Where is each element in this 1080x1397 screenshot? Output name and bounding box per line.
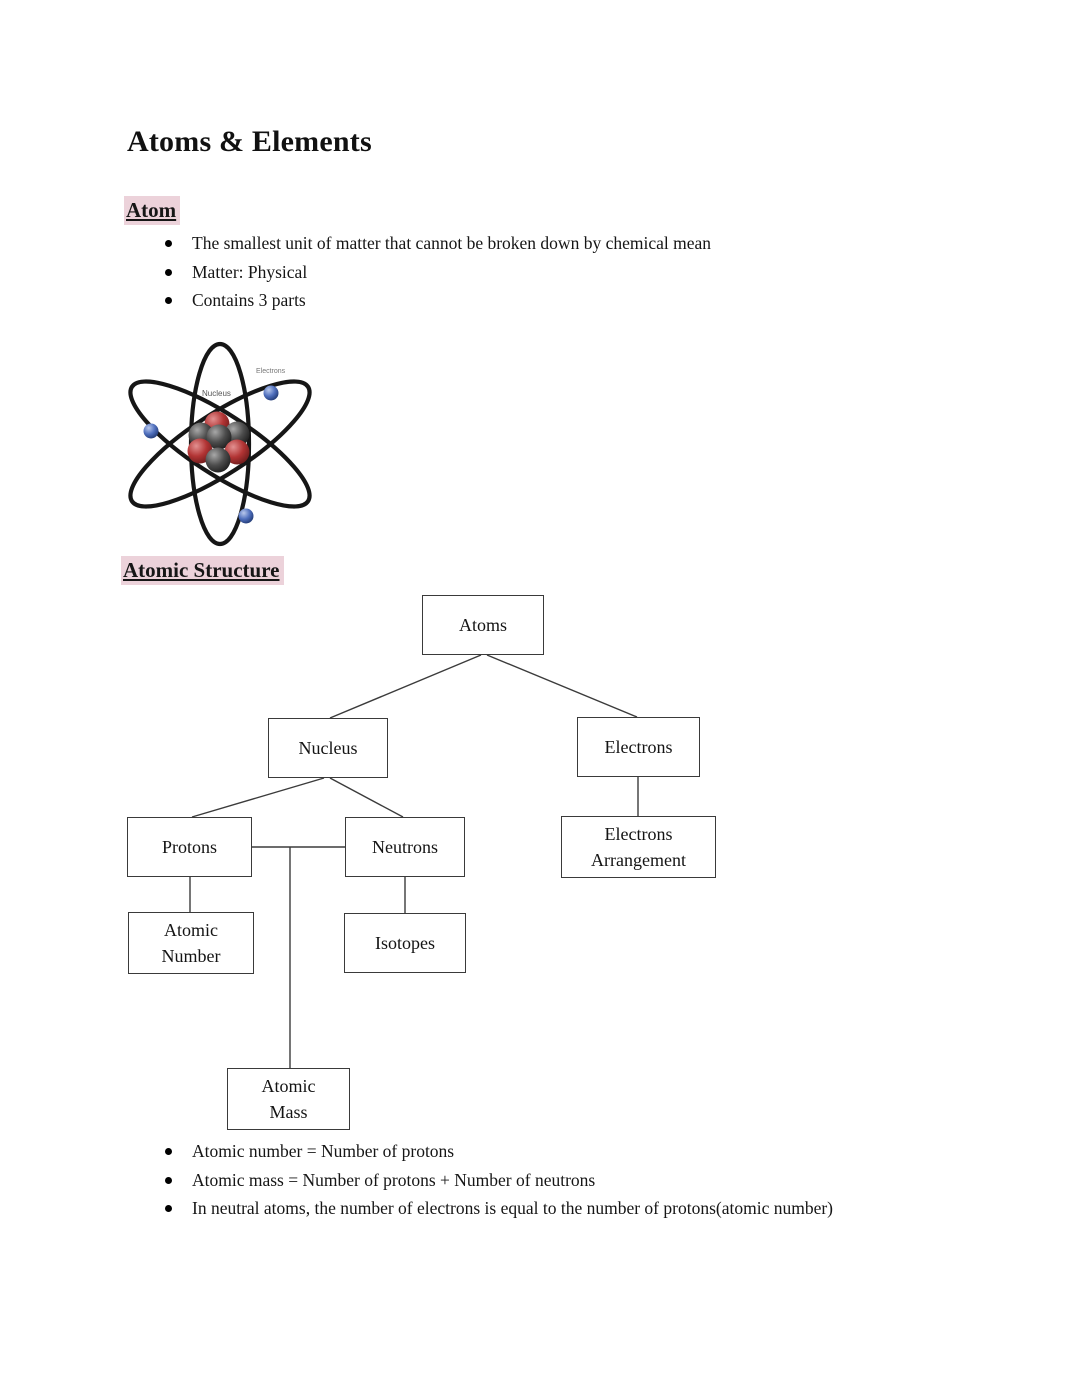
atomic-structure-heading-text: Atomic Structure xyxy=(121,556,284,585)
notes-bullet-list xyxy=(160,1137,880,1223)
flowchart-node-isotopes xyxy=(344,913,466,973)
node-label: Electrons xyxy=(604,736,673,757)
atom-section-heading xyxy=(124,196,180,225)
node-label: Atomic Mass xyxy=(261,1075,316,1122)
list-item: In neutral atoms, the number of electrons is equal to the number of protons(atomic number) xyxy=(160,1194,880,1223)
flowchart-node-nucleus xyxy=(268,718,388,778)
list-item: The smallest unit of matter that cannot be broken down by chemical mean xyxy=(160,229,940,258)
list-item: Atomic number = Number of protons xyxy=(160,1137,880,1166)
node-label: Isotopes xyxy=(375,932,435,953)
flowchart-node-atomic-number xyxy=(128,912,254,974)
atomic-structure-section-heading xyxy=(121,556,284,585)
atom-heading-text: Atom xyxy=(124,196,180,225)
node-label: Electrons Arrangement xyxy=(591,823,686,870)
node-label: Atoms xyxy=(458,614,507,635)
atom-bullet-list xyxy=(160,229,940,315)
electrons-label: Electrons xyxy=(256,368,286,375)
node-label: Protons xyxy=(161,836,217,857)
list-item: Contains 3 parts xyxy=(160,286,940,315)
node-label: Atomic Number xyxy=(161,919,221,966)
page-title: Atoms & Elements xyxy=(127,125,372,158)
node-label: Neutrons xyxy=(372,836,438,857)
list-item: Atomic mass = Number of protons + Number of neutrons xyxy=(160,1166,880,1195)
nucleus-label: Nucleus xyxy=(202,389,231,398)
flowchart-node-atoms xyxy=(422,595,544,655)
atom-model-image xyxy=(116,336,324,554)
flowchart-node-electrons-arrangement xyxy=(561,816,716,878)
node-label: Nucleus xyxy=(298,737,358,758)
flowchart-node-electrons xyxy=(577,717,700,777)
flowchart-node-atomic-mass xyxy=(227,1068,350,1130)
flowchart-node-neutrons xyxy=(345,817,465,877)
flowchart-node-protons xyxy=(127,817,252,877)
list-item: Matter: Physical xyxy=(160,258,940,287)
